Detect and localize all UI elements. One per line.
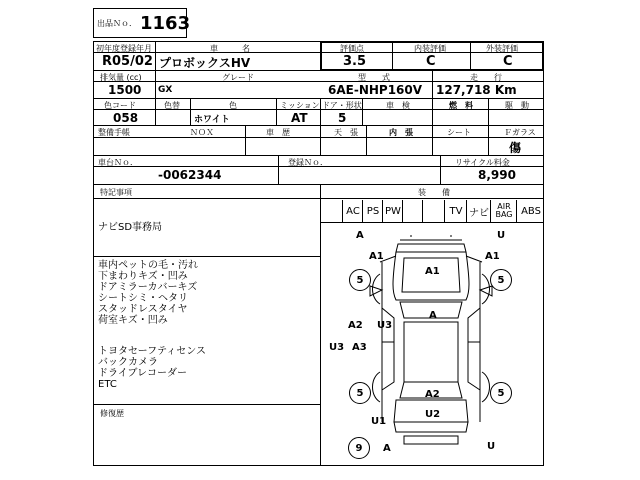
equipment-header: 装 備 — [418, 188, 450, 197]
chassis-label: 車台Ｎｏ． — [98, 158, 138, 167]
diag-label: U1 — [371, 416, 387, 427]
note-item: ETC — [98, 379, 117, 390]
note-line1: ナビSD事務局 — [98, 222, 163, 233]
model-label: 型 式 — [358, 73, 390, 82]
regno-label: 登録Ｎｏ． — [288, 158, 328, 167]
inspection-label: 車 検 — [386, 101, 410, 110]
glass-value: 傷 — [509, 141, 522, 155]
note-item: 荷室キズ・凹み — [98, 315, 168, 326]
manual-label: 整備手帳 — [98, 128, 130, 137]
notes-header: 特記事項 — [100, 188, 132, 197]
equip-cell: ナビ — [466, 200, 491, 222]
equip-cell — [402, 200, 423, 222]
note-item: ドライブレコーダー — [98, 368, 187, 379]
seat-label: シート — [447, 128, 471, 137]
grade-value: GX — [158, 85, 173, 95]
reg-value: R05/02 — [102, 54, 153, 69]
interior-value: C — [426, 54, 436, 69]
diag-label: A2 — [348, 320, 363, 331]
lot-label: 出品Ｎｏ． — [97, 19, 137, 28]
color-value: ホワイト — [194, 115, 230, 125]
equip-cell: PS — [362, 200, 383, 222]
exterior-value: C — [503, 54, 513, 69]
color-change-label: 色替 — [164, 101, 180, 110]
tire-spare: 9 — [348, 437, 370, 459]
equip-cell: TV — [444, 200, 467, 222]
glass-label: Ｆガラス — [504, 128, 536, 137]
note-item: バックカメラ — [98, 357, 158, 368]
note-item: ドアミラーカバーキズ — [98, 282, 198, 293]
recycle-label: リサイクル料金 — [455, 158, 510, 167]
cc-label: 排気量 (cc) — [100, 73, 142, 82]
equip-cell: PW — [382, 200, 403, 222]
reg-label: 初年度登録年月 — [96, 44, 152, 53]
name-label: 車 名 — [210, 44, 250, 53]
cc-value: 1500 — [108, 83, 142, 97]
equip-cell: AIR BAG — [490, 200, 517, 222]
mission-value: AT — [291, 111, 308, 125]
mission-label: ミッション — [280, 101, 320, 110]
diag-label: A1 — [369, 251, 384, 262]
equip-cell — [422, 200, 445, 222]
diag-label: A3 — [352, 342, 367, 353]
exterior-label: 外装評価 — [486, 44, 518, 53]
color-code-value: 058 — [113, 111, 139, 125]
tire-rear-left: 5 — [349, 382, 371, 404]
diag-label: A1 — [485, 251, 500, 262]
lot-box — [93, 8, 191, 38]
note-item: スタッドレスタイヤ — [98, 304, 188, 315]
fuel-label: 燃 料 — [449, 101, 473, 110]
chassis-value: -0062344 — [158, 168, 222, 182]
diag-label: U3 — [377, 320, 393, 331]
diag-label: A — [356, 230, 364, 241]
lot-number: 1163 — [140, 13, 191, 34]
note-block3 — [98, 346, 206, 390]
note-item: シートシミ・ヘタリ — [98, 293, 188, 304]
diag-label: A — [383, 443, 391, 454]
score-value: 3.5 — [343, 54, 367, 69]
equip-cell: ABS — [516, 200, 545, 222]
tire-front-right: 5 — [490, 269, 512, 291]
diag-label: U — [487, 441, 496, 452]
car-name: プロボックスHV — [159, 56, 251, 70]
color-label: 色 — [229, 101, 237, 110]
drive-label: 駆 動 — [505, 101, 529, 110]
note-block2 — [98, 260, 198, 326]
note-item: 車内ペットの毛・汚れ — [98, 260, 198, 271]
recycle-value: 8,990 — [478, 168, 516, 182]
ceiling-label: 天 張 — [334, 128, 358, 137]
diag-label: U3 — [329, 342, 345, 353]
note-item: 下まわりキズ・凹み — [98, 271, 188, 282]
diag-label: U2 — [425, 409, 441, 420]
inner-label: 内 張 — [389, 128, 413, 137]
repair-label: 修復歴 — [100, 409, 124, 418]
mileage-value: 127,718 Km — [436, 83, 517, 97]
door-value: 5 — [338, 111, 347, 125]
grade-label: グレード — [222, 73, 254, 82]
diag-label: A — [429, 310, 437, 321]
note-item: トヨタセーフティセンス — [98, 346, 206, 357]
model-value: 6AE-NHP160V — [328, 83, 423, 97]
door-label: ドア・形状 — [322, 101, 362, 110]
diag-label: U — [497, 230, 506, 241]
tire-front-left: 5 — [349, 269, 371, 291]
tire-rear-right: 5 — [490, 382, 512, 404]
equip-cell: AC — [342, 200, 363, 222]
diag-label: A1 — [425, 266, 440, 277]
nox-label: ＮＯＸ — [190, 128, 214, 137]
score-label: 評価点 — [340, 44, 364, 53]
diag-label: A2 — [425, 389, 440, 400]
color-code-label: 色コード — [104, 101, 136, 110]
interior-label: 内装評価 — [414, 44, 446, 53]
history-label: 車 歴 — [266, 128, 290, 137]
mileage-label: 走 行 — [470, 73, 502, 82]
